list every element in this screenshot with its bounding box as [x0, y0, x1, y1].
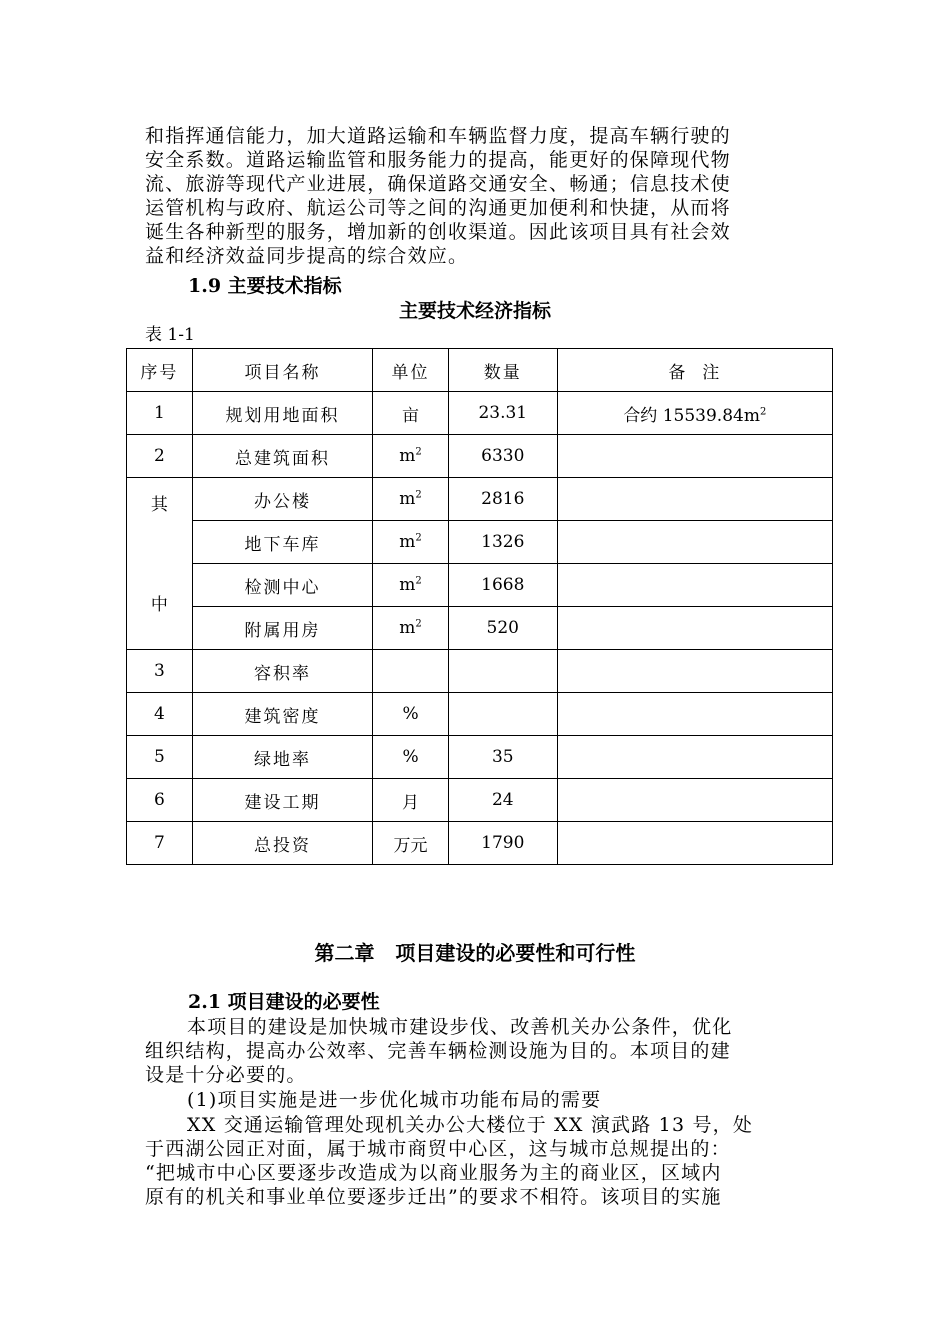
cell-unit: %: [373, 736, 449, 779]
cell-note: [557, 435, 832, 478]
cell-qty: 23.31: [448, 392, 557, 435]
location-paragraph: [145, 1113, 807, 1209]
table-row: [127, 435, 833, 478]
table-header-row: [127, 349, 833, 392]
cell-name: 建设工期: [192, 779, 372, 822]
table-label: 表 1-1: [145, 325, 195, 345]
unit-text: m: [399, 575, 416, 595]
cell-note: [557, 693, 832, 736]
cell-qty: 2816: [448, 478, 557, 521]
cell-no: 2: [127, 435, 193, 478]
text-line: 和指挥通信能力，加大道路运输和车辆监督力度，提高车辆行驶的: [145, 125, 731, 147]
cell-unit: [373, 521, 449, 564]
cell-name: 总建筑面积: [192, 435, 372, 478]
text-line: 设是十分必要的。: [145, 1064, 307, 1086]
cell-qty: 1790: [448, 822, 557, 865]
header-name: 项目名称: [192, 349, 372, 392]
text-line: 流、旅游等现代产业进展，确保道路交通安全、畅通；信息技术使: [145, 173, 731, 195]
table-row: [127, 779, 833, 822]
text-line: 益和经济效益同步提高的综合效应。: [145, 245, 469, 267]
text-line: 组织结构，提高办公效率、完善车辆检测设施为目的。本项目的建: [145, 1040, 731, 1062]
table-row: [127, 650, 833, 693]
cell-name: 检测中心: [192, 564, 372, 607]
text-line: “把城市中心区要逐步改造成为以商业服务为主的商业区，区域内: [145, 1162, 722, 1184]
cell-qty: [448, 650, 557, 693]
cell-name: 建筑密度: [192, 693, 372, 736]
cell-unit: [373, 564, 449, 607]
cell-qty: 6330: [448, 435, 557, 478]
superscript: 2: [415, 532, 422, 544]
item-heading: (1)项目实施是进一步优化城市功能布局的需要: [187, 1089, 602, 1111]
superscript: 2: [415, 446, 422, 458]
cell-note: [557, 607, 832, 650]
cell-unit: [373, 650, 449, 693]
cell-name: 绿地率: [192, 736, 372, 779]
cell-note: [557, 650, 832, 693]
cell-name: 地下车库: [192, 521, 372, 564]
merged-label-bottom: 中: [150, 595, 168, 615]
text-line: 诞生各种新型的服务，增加新的创收渠道。因此该项目具有社会效: [145, 221, 731, 243]
superscript: 2: [415, 618, 422, 630]
section-heading-2-1: 2.1 项目建设的必要性: [188, 991, 380, 1013]
cell-no: 3: [127, 650, 193, 693]
cell-name: 容积率: [192, 650, 372, 693]
table-row: [127, 736, 833, 779]
cell-name: 总投资: [192, 822, 372, 865]
table-row: [127, 822, 833, 865]
unit-text: m: [399, 618, 416, 638]
text-line: XX 交通运输管理处现机关办公大楼位于 XX 演武路 13 号，处: [187, 1114, 754, 1136]
unit-text: m: [399, 446, 416, 466]
text-line: 运管机构与政府、航运公司等之间的沟通更加便利和快捷，从而将: [145, 197, 731, 219]
header-unit: 单位: [373, 349, 449, 392]
text-line: 本项目的建设是加快城市建设步伐、改善机关办公条件，优化: [187, 1016, 733, 1038]
cell-no: 5: [127, 736, 193, 779]
header-note: [557, 349, 832, 392]
superscript: 2: [415, 489, 422, 501]
superscript: 2: [759, 405, 767, 417]
cell-qty: [448, 693, 557, 736]
cell-no: 1: [127, 392, 193, 435]
cell-qty: 520: [448, 607, 557, 650]
cell-unit: [373, 607, 449, 650]
cell-unit: 月: [373, 779, 449, 822]
cell-note: [557, 478, 832, 521]
cell-qty: 1668: [448, 564, 557, 607]
note-text: 合约 15539.84m: [623, 405, 760, 426]
cell-no: 6: [127, 779, 193, 822]
cell-unit: [373, 435, 449, 478]
text-line: 原有的机关和事业单位要逐步迁出”的要求不相符。该项目的实施: [145, 1186, 722, 1208]
table-row: [127, 521, 833, 564]
table-title: 主要技术经济指标: [398, 300, 551, 322]
cell-note: [557, 564, 832, 607]
table-row: [127, 478, 833, 521]
cell-qty: 24: [448, 779, 557, 822]
section-heading-1-9: 1.9 主要技术指标: [188, 275, 342, 297]
intro-paragraph: [145, 124, 807, 268]
cell-name: 办公楼: [192, 478, 372, 521]
table-row: [127, 392, 833, 435]
cell-note: [557, 822, 832, 865]
table-row: [127, 564, 833, 607]
merged-subitem-cell: [127, 478, 193, 650]
table-row: [127, 607, 833, 650]
item-1-paragraph: [145, 1088, 807, 1112]
cell-note: [557, 392, 832, 435]
cell-note: [557, 736, 832, 779]
merged-label-top: 其: [150, 495, 168, 515]
cell-name: 附属用房: [192, 607, 372, 650]
superscript: 2: [415, 575, 422, 587]
cell-unit: %: [373, 693, 449, 736]
technical-metrics-table: [126, 348, 833, 865]
cell-unit: 亩: [373, 392, 449, 435]
text-line: 于西湖公园正对面，属于城市商贸中心区，这与城市总规提出的：: [145, 1138, 731, 1160]
table-row: [127, 693, 833, 736]
cell-unit: [373, 478, 449, 521]
cell-no: 7: [127, 822, 193, 865]
chapter-title: 第二章 项目建设的必要性和可行性: [314, 941, 636, 965]
necessity-paragraph: [145, 1015, 807, 1087]
cell-qty: 35: [448, 736, 557, 779]
header-note-text: 备 注: [668, 362, 722, 383]
cell-note: [557, 521, 832, 564]
cell-qty: 1326: [448, 521, 557, 564]
text-line: 安全系数。道路运输监管和服务能力的提高，能更好的保障现代物: [145, 149, 731, 171]
cell-unit: 万元: [373, 822, 449, 865]
unit-text: m: [399, 489, 416, 509]
header-qty: 数量: [448, 349, 557, 392]
cell-note: [557, 779, 832, 822]
cell-no: 4: [127, 693, 193, 736]
cell-name: 规划用地面积: [192, 392, 372, 435]
unit-text: m: [399, 532, 416, 552]
header-no: 序号: [127, 349, 193, 392]
